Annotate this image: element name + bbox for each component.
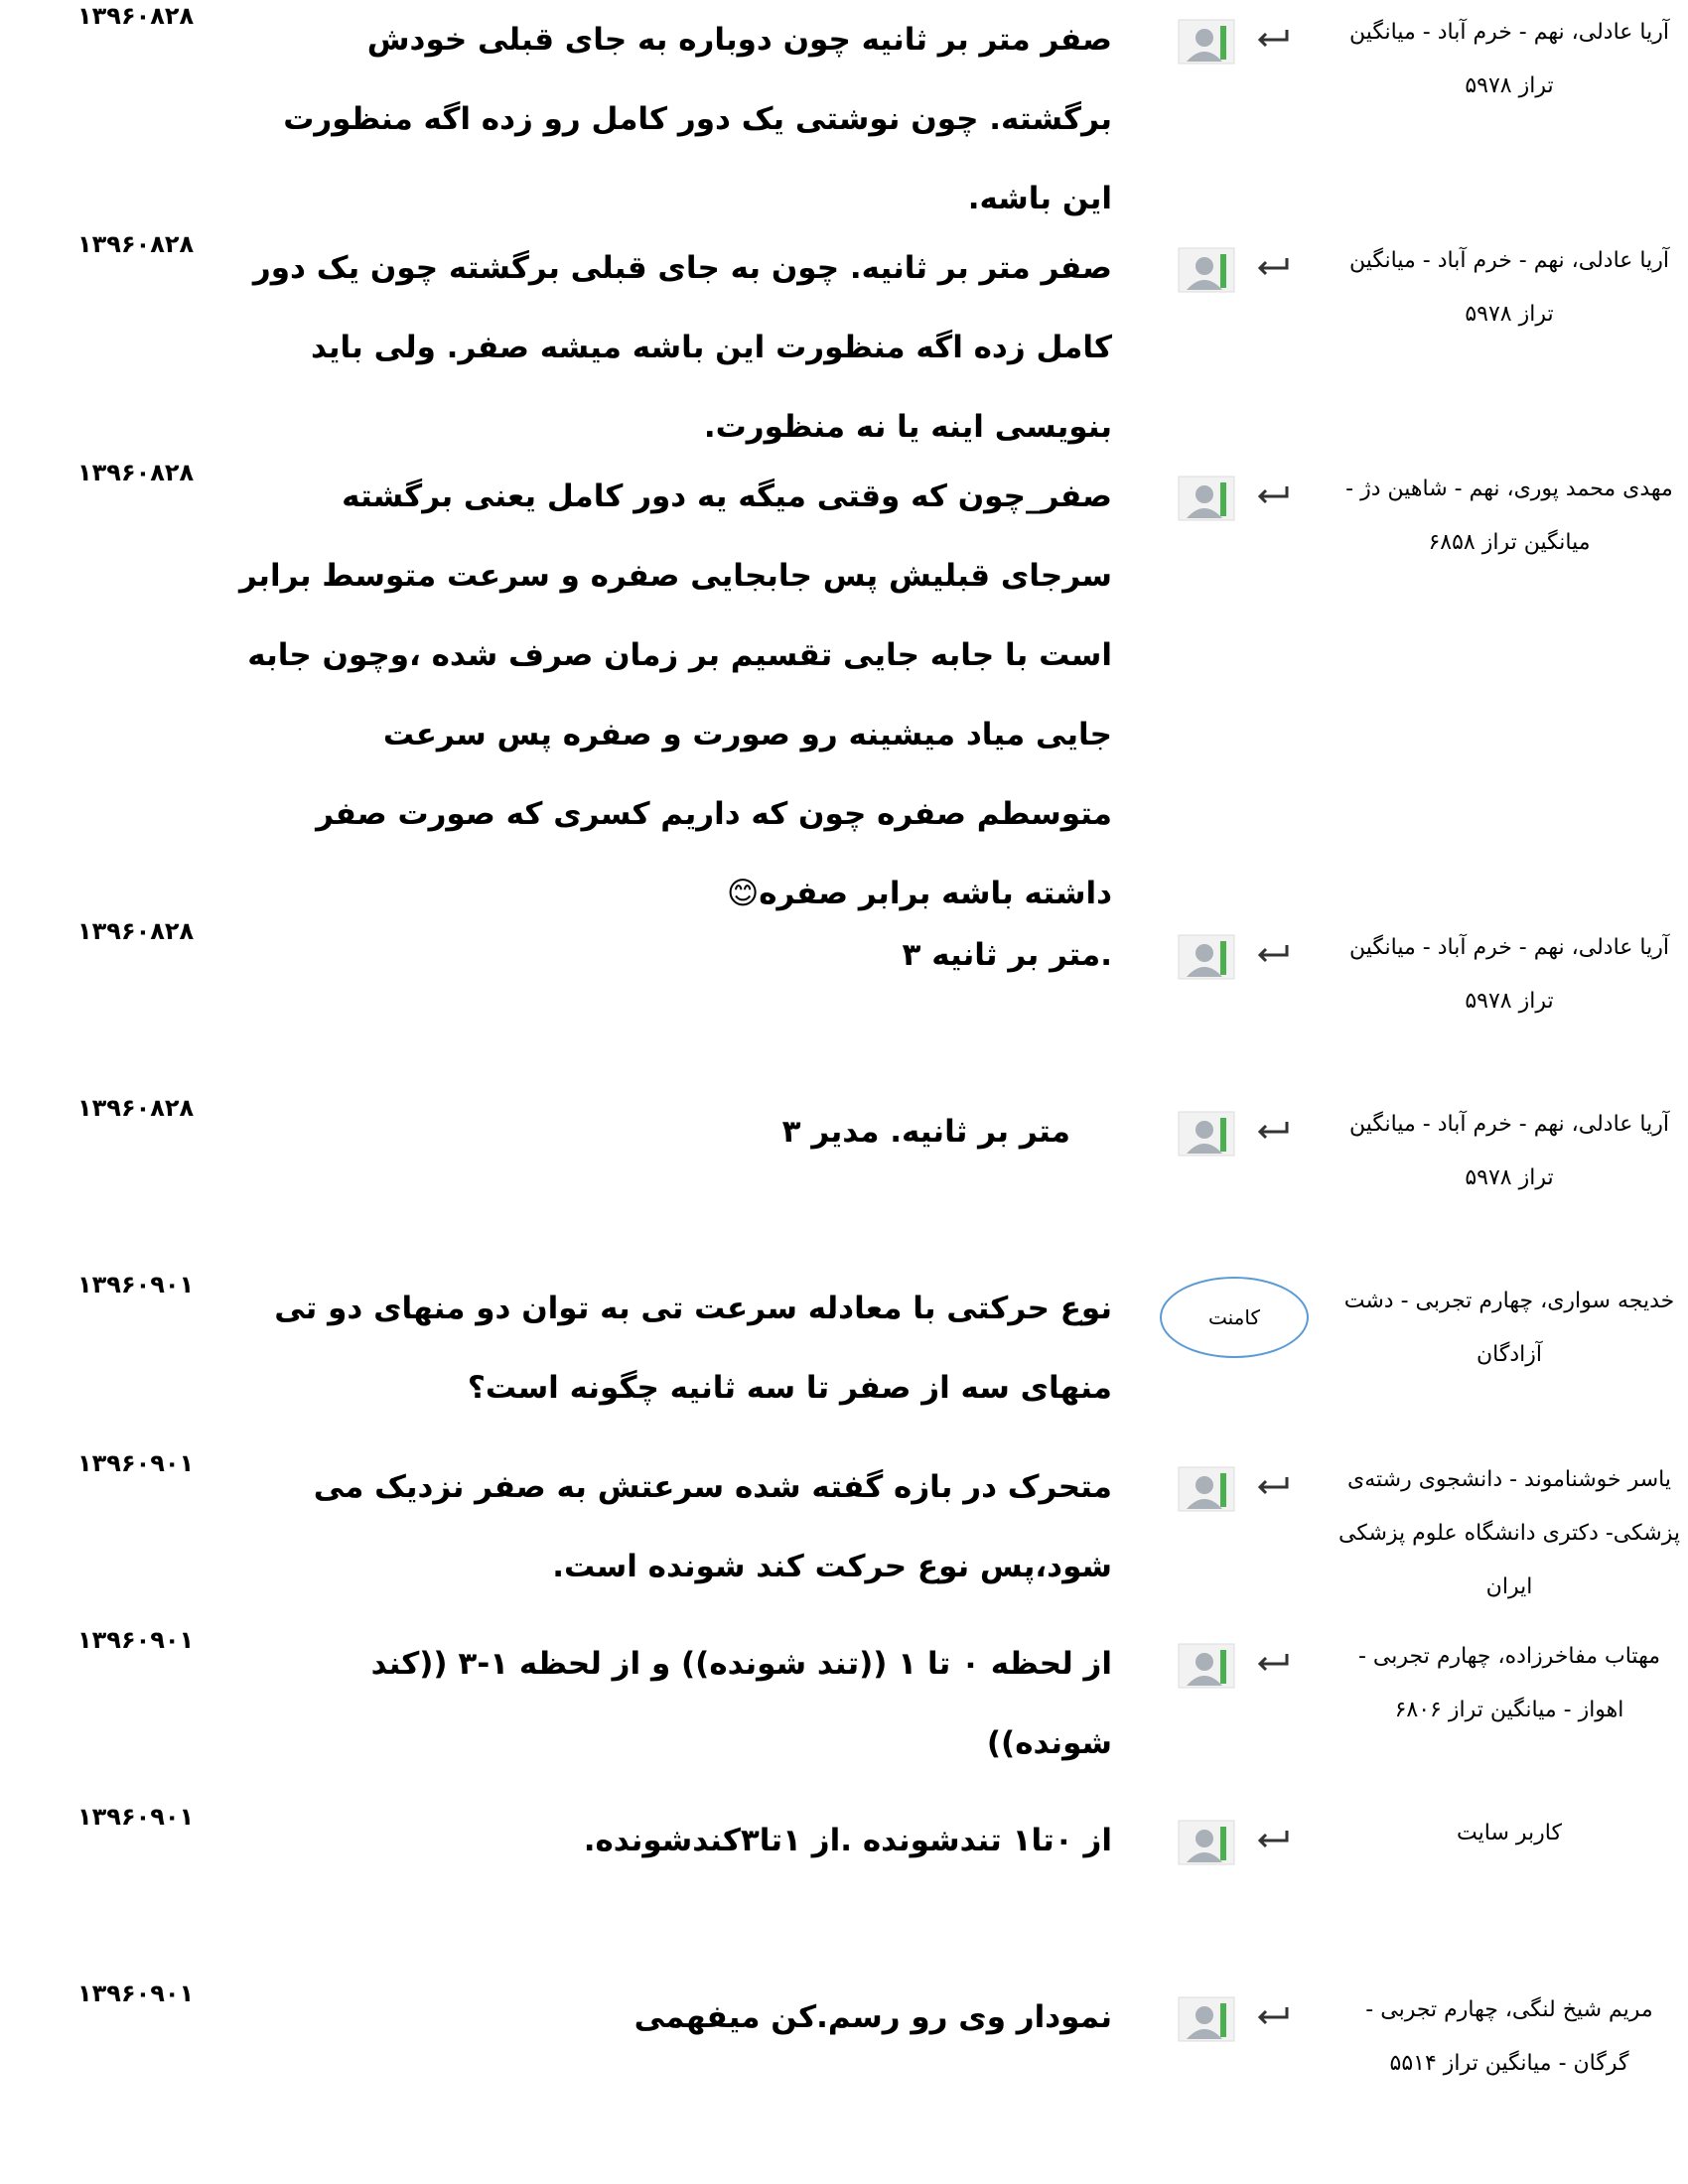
comment-author: مهدی محمد پوری، نهم - شاهین دژ - میانگین تراز ۶۸۵۸ xyxy=(1345,477,1673,555)
comment-date: ۱۳۹۶۰۹۰۱ xyxy=(77,1803,195,1831)
comment-date: ۱۳۹۶۰۸۲۸ xyxy=(77,1094,195,1122)
comment-text: از ۰تا۱ تندشونده .از ۱تا۳کندشونده. xyxy=(583,1823,1112,1858)
avatar-icon xyxy=(1177,246,1236,294)
comment-text: نوع حرکتی با معادله سرعت تی به توان دو منهای دو تی منهای سه از صفر تا سه ثانیه چگونه است؟ xyxy=(274,1291,1112,1406)
comment-author: خدیجه سواری، چهارم تجربی - دشت آزادگان xyxy=(1343,1289,1675,1367)
comment-text: صفر متر بر ثانیه. چون به جای قبلی برگشته چون یک دور کامل زده اگه منظورت این باشه میشه صفر. ولی باید بنویسی اینه یا نه منظورت. xyxy=(252,250,1112,445)
comment-author: آریا عادلی، نهم - خرم آباد - میانگین تراز ۵۹۷۸ xyxy=(1349,20,1669,98)
comment-author: آریا عادلی، نهم - خرم آباد - میانگین تراز ۵۹۷۸ xyxy=(1349,1112,1669,1190)
comment-author: یاسر خوشناموند - دانشجوی رشته‌ی پزشکی- دکتری دانشگاه علوم پزشکی ایران xyxy=(1338,1467,1680,1599)
comment-date: ۱۳۹۶۰۹۰۱ xyxy=(77,1626,195,1654)
comment-date: ۱۳۹۶۰۹۰۱ xyxy=(77,1979,195,2007)
comment-date: ۱۳۹۶۰۸۲۸ xyxy=(77,459,195,486)
comment-date: ۱۳۹۶۰۹۰۱ xyxy=(77,1271,195,1298)
comment-author: کاربر سایت xyxy=(1457,1821,1562,1845)
avatar-icon xyxy=(1177,1995,1236,2043)
comment-author: آریا عادلی، نهم - خرم آباد - میانگین تراز ۵۹۷۸ xyxy=(1349,248,1669,327)
reply-arrow-icon[interactable] xyxy=(1253,1827,1293,1852)
avatar-icon xyxy=(1177,1465,1236,1513)
reply-arrow-icon[interactable] xyxy=(1253,254,1293,280)
reply-arrow-icon[interactable] xyxy=(1253,482,1293,508)
comment-text: نمودار وی رو رسم.کن میفهمی xyxy=(633,1999,1112,2035)
avatar-icon xyxy=(1177,18,1236,66)
comment-text: .متر بر ثانیه ۳ xyxy=(902,937,1112,973)
reply-arrow-icon[interactable] xyxy=(1253,2003,1293,2029)
reply-arrow-icon[interactable] xyxy=(1253,1650,1293,1676)
comment-text: از لحظه ۰ تا ۱ ((تند شونده)) و از لحظه ۱-۳ ((کند شونده)) xyxy=(370,1646,1112,1761)
avatar-icon xyxy=(1177,933,1236,981)
comment-author: مهتاب مفاخرزاده، چهارم تجربی - اهواز - میانگین تراز ۶۸۰۶ xyxy=(1357,1644,1660,1722)
comment-text: متر بر ثانیه. مدیر ۳ xyxy=(781,1114,1070,1150)
avatar-icon xyxy=(1177,1642,1236,1690)
comment-date: ۱۳۹۶۰۸۲۸ xyxy=(77,2,195,30)
comment-date: ۱۳۹۶۰۹۰۱ xyxy=(77,1449,195,1477)
reply-arrow-icon[interactable] xyxy=(1253,941,1293,967)
comment-author: مریم شیخ لنگی، چهارم تجربی - گرگان - میانگین تراز ۵۵۱۴ xyxy=(1365,1997,1653,2076)
avatar-icon xyxy=(1177,475,1236,522)
comment-author: آریا عادلی، نهم - خرم آباد - میانگین تراز ۵۹۷۸ xyxy=(1349,935,1669,1014)
comment-label: کامنت xyxy=(1160,1277,1309,1358)
reply-arrow-icon[interactable] xyxy=(1253,1473,1293,1499)
comment-text: صفر_چون که وقتی میگه یه دور کامل یعنی برگشته سرجای قبلیش پس جابجایی صفره و سرعت متوسط برابر است با جابه جایی تقسیم بر زمان صرف شده ،وچون جابه جایی میاد میشینه رو صورت و صفره پس سرعت متوسطم صفره چون که داریم کسری که صورت صفر داشته باشه برابر صفره😊 xyxy=(239,478,1112,911)
avatar-icon xyxy=(1177,1110,1236,1158)
comment-date: ۱۳۹۶۰۸۲۸ xyxy=(77,917,195,945)
reply-arrow-icon[interactable] xyxy=(1253,26,1293,52)
avatar-icon xyxy=(1177,1819,1236,1866)
comment-date: ۱۳۹۶۰۸۲۸ xyxy=(77,230,195,258)
comment-text: متحرک در بازه گفته شده سرعتش به صفر نزدیک می شود،پس نوع حرکت کند شونده است. xyxy=(313,1469,1112,1584)
reply-arrow-icon[interactable] xyxy=(1253,1118,1293,1144)
comment-text: صفر متر بر ثانیه چون دوباره به جای قبلی خودش برگشته. چون نوشتی یک دور کامل رو زده اگه منظورت این باشه. xyxy=(283,22,1112,216)
